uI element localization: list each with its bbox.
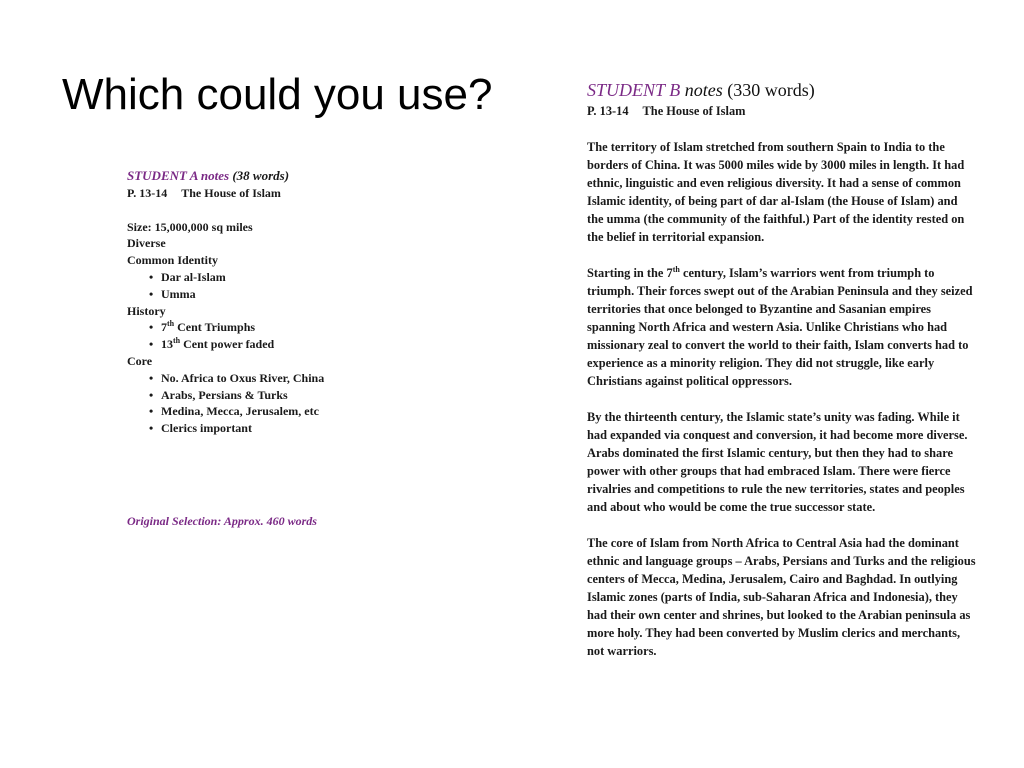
student-a-notes [127,167,507,530]
slide-title: Which could you use? [62,70,493,119]
paragraph-warriors-rest: century, Islam’s warriors went from triumph to triumph. Their forces swept out of the Arabian Peninsula and they seized territories that once belonged to Byzantine and Sasanian empires spanning North Africa and western Asia. Unlike Christians who had missionary zeal to convert the world to their faith, Islam converts had to experience as a minority religion. They did not struggle, like early Christians against political oppressors. [587,266,973,388]
student-b-notes [587,78,977,678]
list-item: • No. Africa to Oxus River, China [149,370,507,387]
history-item-1-text: Cent Triumphs [174,320,256,335]
student-a-heading [127,167,507,185]
paragraph-unity: By the thirteenth century, the Islamic state’s unity was fading. While it had expanded via conquest and conversion, it had become more diverse. Arabs dominated the first Islamic century, but then they had to share power with other groups that had embraced Islam. There were fierce rivalries and competitions to rule the new territories, states and peoples and about who would be come the true successor state. [587,410,968,514]
student-a-history-heading: History [127,303,166,318]
paragraph-territory: The territory of Islam stretched from southern Spain to India to the borders of China. It was 5000 miles wide by 3000 miles in length. It had ethnic, linguistic and even religious diversity. It had a sense of common Islamic identity, of being part of dar al-Islam (the House of Islam) and the umma (the community of the faithful.) Part of the identity rested on the belief in territorial expansion. [587,140,965,244]
history-item-2-sup: th [173,336,181,346]
history-item-2-text: Cent power faded [180,337,275,352]
list-item [149,319,507,336]
paragraph-warriors-sup: th [672,264,680,274]
history-list [127,319,507,353]
core-list [127,370,507,437]
student-a-label: STUDENT A notes [127,168,230,183]
student-b-word-count: (330 words) [727,80,815,100]
list-item: • Umma [149,286,507,303]
student-b-notes-word: notes [684,80,723,100]
list-item: • Medina, Mecca, Jerusalem, etc [149,403,507,420]
history-item-2-num: 13 [161,337,173,352]
paragraph-warriors [587,264,977,390]
student-a-size: Size: 15,000,000 sq miles [127,219,253,234]
paragraph-warriors-start: Starting in the 7 [587,266,673,280]
student-a-page-line [127,185,507,202]
student-a-word-count: (38 words) [232,168,290,183]
paragraph-core: The core of Islam from North Africa to Central Asia had the dominant ethnic and language groups – Arabs, Persians and Turks and the religious centers of Mecca, Medina, Jerusalem, Cairo and Baghdad. In outlying Islamic zones (parts of India, sub-Saharan Africa and Indonesia), they had their own center and shrines, but looked to the Arabian peninsula as more holy. They had been converted by Muslim clerics and merchants, not warriors. [587,536,976,658]
student-b-page-line [587,102,977,120]
student-a-diverse: Diverse [127,236,166,251]
student-a-topic: The House of Islam [181,186,281,200]
student-a-core-heading: Core [127,353,153,368]
list-item: • Dar al-Islam [149,269,507,286]
common-identity-list [127,269,507,303]
list-item [149,336,507,353]
student-b-heading [587,78,977,102]
student-a-page-ref: P. 13-14 [127,186,168,200]
history-item-1-num: 7 [161,320,167,335]
student-b-topic: The House of Islam [642,104,746,118]
history-item-1-sup: th [167,319,175,329]
original-selection: Original Selection: Approx. 460 words [127,513,317,528]
student-b-label: STUDENT B [587,80,681,100]
student-a-common-identity-heading: Common Identity [127,253,219,268]
list-item: • Clerics important [149,420,507,437]
student-b-page-ref: P. 13-14 [587,104,629,118]
list-item: • Arabs, Persians & Turks [149,387,507,404]
